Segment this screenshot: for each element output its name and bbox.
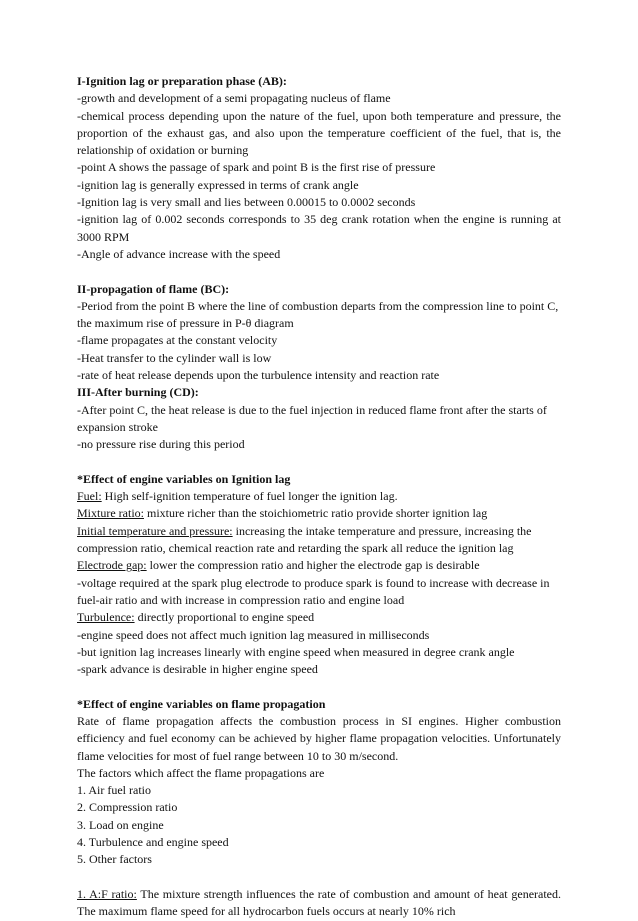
body-paragraph: Rate of flame propagation affects the combustion process in SI engines. Higher combustion efficiency and fuel economy can be achieved by higher flame propagation velocities. Unfortunately flame velocities for most of fuel range between 10 to 30 m/second.: [77, 713, 561, 763]
bullet-line: -Angle of advance increase with the speed: [77, 246, 281, 261]
bullet-line: -flame propagates at the constant velocity: [77, 333, 278, 348]
mixture-ratio-text: mixture richer than the stoichiometric ratio provide shorter ignition lag: [143, 506, 488, 521]
bullet-line: -point A shows the passage of spark and point B is the first rise of pressure: [77, 160, 436, 175]
bullet-line: -ignition lag is generally expressed in terms of crank angle: [77, 177, 359, 192]
bullet-line: -Heat transfer to the cylinder wall is low: [77, 350, 272, 365]
factors-intro: The factors which affect the flame propagations are: [77, 765, 325, 780]
flame-propagation-variables-heading: *Effect of engine variables on flame propagation: [77, 696, 326, 711]
paragraph-gap: [77, 454, 561, 471]
electrode-gap-line: [77, 557, 561, 574]
bullet-line: -ignition lag of 0.002 seconds corresponds to 35 deg crank rotation when the engine is running at 3000 RPM: [77, 212, 561, 244]
fuel-line: [77, 488, 561, 505]
initial-temperature-line: [77, 523, 561, 558]
paragraph-gap: [77, 263, 561, 280]
turbulence-line: [77, 609, 561, 626]
mixture-ratio-label: Mixture ratio:: [77, 506, 144, 521]
factor-item: 3. Load on engine: [77, 817, 164, 832]
ignition-lag-variables-heading: *Effect of engine variables on Ignition lag: [77, 471, 291, 486]
electrode-gap-text: lower the compression ratio and higher the electrode gap is desirable: [146, 558, 480, 573]
bullet-line: -voltage required at the spark plug electrode to produce spark is found to increase with decrease in fuel-air ratio and with increase in compression ratio and engine load: [77, 575, 550, 607]
mixture-ratio-line: [77, 505, 561, 522]
bullet-line: -After point C, the heat release is due to the fuel injection in reduced flame front after the starts of expansion stroke: [77, 402, 547, 434]
bullet-line: -Period from the point B where the line of combustion departs from the compression line to point C, the maximum rise of pressure in P-θ diagram: [77, 298, 559, 331]
factor-item: 1. Air fuel ratio: [77, 783, 151, 798]
factor-item: 4. Turbulence and engine speed: [77, 835, 229, 850]
electrode-gap-label: Electrode gap:: [77, 558, 147, 573]
af-ratio-paragraph: [77, 886, 561, 921]
ignition-lag-heading: I-Ignition lag or preparation phase (AB):: [77, 74, 287, 88]
bullet-line: -chemical process depending upon the nature of the fuel, upon both temperature and pressure, the proportion of the exhaust gas, and also upon the temperature coefficient of the fuel, that is, the relationship of oxidation or burning: [77, 108, 561, 158]
flame-propagation-heading: II-propagation of flame (BC):: [77, 281, 230, 296]
after-burning-heading: III-After burning (CD):: [77, 385, 199, 400]
turbulence-text: directly proportional to engine speed: [134, 610, 315, 625]
document-page: [77, 73, 561, 921]
factor-item: 5. Other factors: [77, 852, 152, 867]
bullet-line: -no pressure rise during this period: [77, 437, 245, 452]
bullet-line: -but ignition lag increases linearly with engine speed when measured in degree crank angle: [77, 644, 515, 659]
initial-temperature-text: increasing the intake temperature and pressure, increasing the compression ratio, chemical reaction rate and retarding the spark all reduce the ignition lag: [77, 523, 532, 556]
paragraph-gap: [77, 678, 561, 695]
bullet-line: -Ignition lag is very small and lies between 0.00015 to 0.0002 seconds: [77, 195, 416, 210]
turbulence-label: Turbulence:: [77, 610, 135, 625]
fuel-text: High self-ignition temperature of fuel longer the ignition lag.: [101, 489, 398, 504]
bullet-line: -engine speed does not affect much ignition lag measured in milliseconds: [77, 627, 430, 642]
bullet-line: -growth and development of a semi propagating nucleus of flame: [77, 91, 391, 106]
bullet-line: -rate of heat release depends upon the turbulence intensity and reaction rate: [77, 368, 440, 383]
bullet-line: -spark advance is desirable in higher engine speed: [77, 662, 318, 677]
fuel-label: Fuel:: [77, 489, 102, 504]
af-ratio-text: The mixture strength influences the rate of combustion and amount of heat generated. The maximum flame speed for all hydrocarbon fuels occurs at nearly 10% rich: [77, 886, 562, 919]
af-ratio-label: 1. A:F ratio:: [77, 886, 137, 901]
initial-temperature-label: Initial temperature and pressure:: [77, 523, 233, 538]
factor-item: 2. Compression ratio: [77, 800, 178, 815]
paragraph-gap: [77, 869, 561, 886]
